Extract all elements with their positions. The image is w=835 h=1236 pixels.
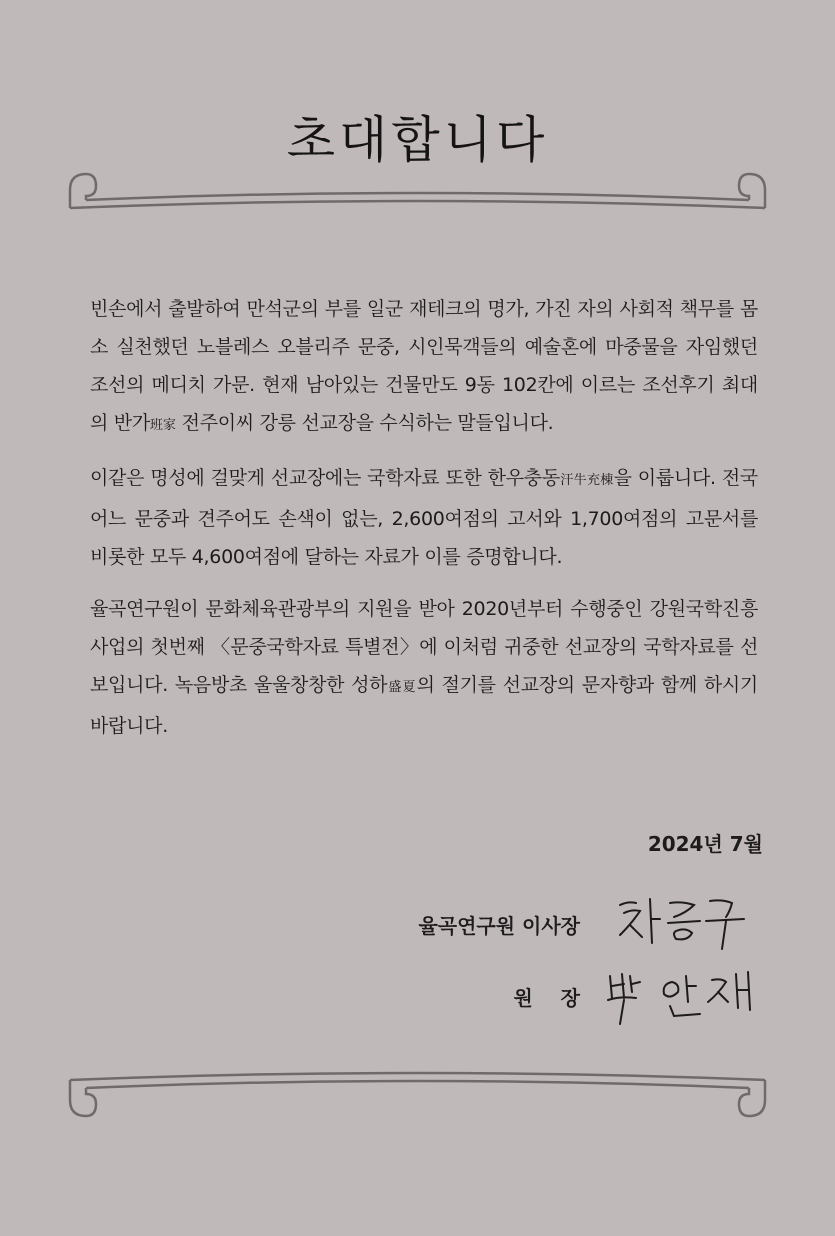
- signatory-title: 율곡연구원 이사장: [418, 914, 580, 938]
- chairman-signature: [610, 893, 760, 953]
- signatory-director: [380, 970, 580, 1020]
- invitation-body: [90, 290, 758, 759]
- paragraph-3: 율곡연구원이 문화체육관광부의 지원을 받아 2020년부터 수행중인 강원국학진흥사업의 첫번째 〈문중국학자료 특별전〉에 이처럼 귀중한 선교장의 국학자료를 선보입니다. 녹음방초 울울창창한 성하盛夏의 절기를 선교장의 문자향과 함께 하시기 바랍니다.: [90, 598, 758, 737]
- director-signature: [600, 968, 760, 1028]
- bottom-scroll-ornament: [0, 1058, 835, 1128]
- page-title: 초대합니다: [286, 111, 549, 169]
- signatory-title: 원 장: [513, 986, 580, 1010]
- invitation-date: 2024년 7월: [647, 832, 763, 856]
- top-scroll-ornament: [0, 160, 835, 230]
- paragraph-2: 이같은 명성에 걸맞게 선교장에는 국학자료 또한 한우충동汗牛充棟을 이룹니다. 전국 어느 문중과 견주어도 손색이 없는, 2,600여점의 고서와 1,700여점의 고문서를 비롯한 모두 4,600여점에 달하는 자료가 이를 증명합니다.: [90, 467, 758, 568]
- signatory-chairman: [380, 898, 580, 948]
- paragraph-1: 빈손에서 출발하여 만석군의 부를 일군 재테크의 명가, 가진 자의 사회적 책무를 몸소 실천했던 노블레스 오블리주 문중, 시인묵객들의 예술혼에 마중물을 자임했던 조선의 메디치 가문. 현재 남아있는 건물만도 9동 102칸에 이르는 조선후기 최대의 반가班家 전주이씨 강릉 선교장을 수식하는 말들입니다.: [90, 298, 758, 434]
